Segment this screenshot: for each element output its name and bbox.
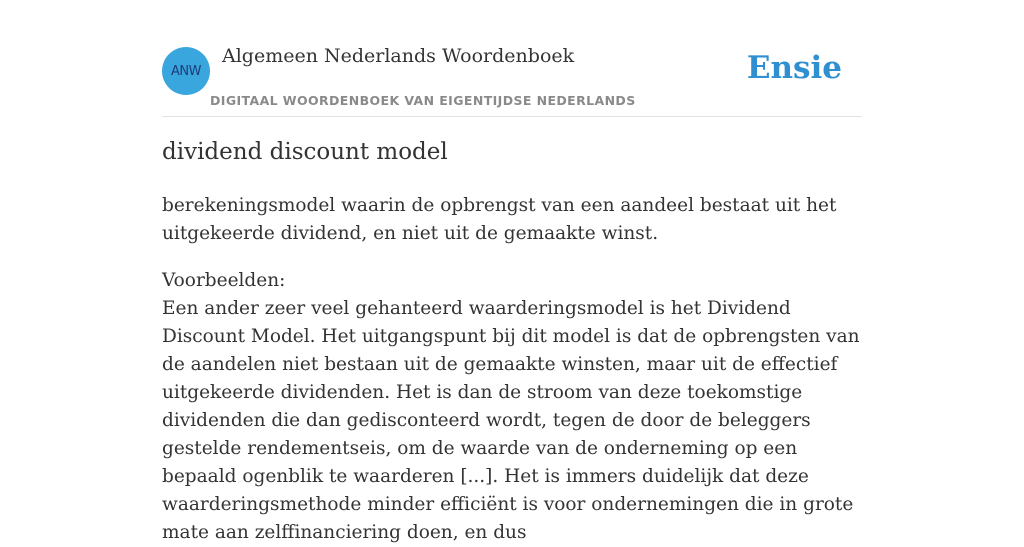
page-content — [162, 0, 862, 543]
examples-label: Voorbeelden: — [162, 270, 286, 291]
examples-section — [162, 267, 862, 547]
anw-logo[interactable] — [162, 47, 210, 95]
site-subtitle: DIGITAAL WOORDENBOEK VAN EIGENTIJDSE NEDERLANDS — [210, 93, 636, 108]
ensie-brand-link[interactable]: Ensie — [746, 50, 842, 86]
site-header — [162, 0, 862, 117]
entry-title: dividend discount model — [162, 139, 448, 165]
entry-definition: berekeningsmodel waarin de opbrengst van een aandeel bestaat uit het uitgekeerde dividend, en niet uit de gemaakte winst. — [162, 195, 837, 244]
site-title: Algemeen Nederlands Woordenboek — [222, 45, 575, 67]
example-text: Een ander zeer veel gehanteerd waarderingsmodel is het Dividend Discount Model. Het uitgangspunt bij dit model is dat de opbrengsten van de aandelen niet bestaan uit de gemaakte winsten, maar uit de effectief uitgekeerde dividenden. Het is dan de stroom van deze toekomstige dividenden die dan gedisconteerd wordt, tegen de door de beleggers gestelde rendementseis, om de waarde van de onderneming op een bepaald ogenblik te waarderen [...]. Het is immers duidelijk dat deze waarderingsmethode minder efficiënt is voor ondernemingen die in grote mate aan zelffinanciering doen, en dus — [162, 298, 860, 543]
logo-text: ANW — [171, 63, 201, 79]
